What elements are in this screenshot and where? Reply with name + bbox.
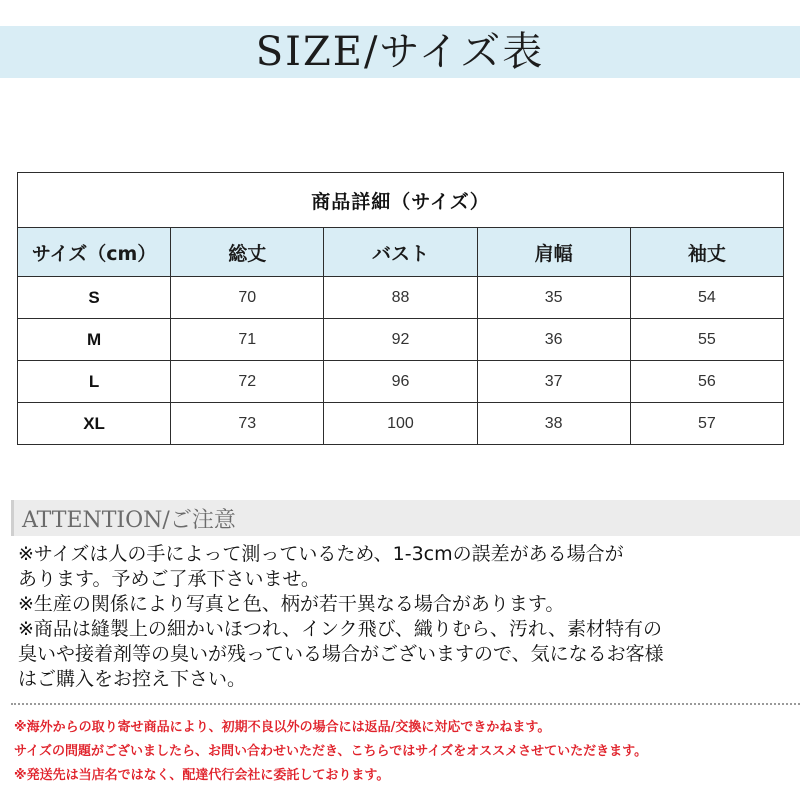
table-cell: 38 [477,403,630,445]
column-header-size: サイズ（cm） [18,228,171,277]
table-cell: 55 [630,319,783,361]
note-line: ※サイズは人の手によって測っているため、1-3cmの誤差がある場合が [18,543,624,565]
table-row [18,277,784,319]
note-line: あります。予めご了承下さいませ。 [18,568,320,590]
header-band [0,26,800,78]
table-cell: 88 [324,277,477,319]
size-table-container [17,172,784,442]
note-line: はご購入をお控え下さい。 [18,668,247,690]
table-cell: 70 [171,277,324,319]
column-header-bust: バスト [324,228,477,277]
table-cell: 100 [324,403,477,445]
attention-title: ATTENTION/ご注意 [22,507,236,533]
table-cell: 36 [477,319,630,361]
table-row [18,403,784,445]
table-cell: 37 [477,361,630,403]
table-cell: 72 [171,361,324,403]
red-note-line: ※発送先は当店名ではなく、配達代行会社に委託しております。 [14,768,390,783]
dotted-divider [11,703,800,705]
table-row [18,361,784,403]
table-cell: 56 [630,361,783,403]
attention-bar [11,500,800,536]
table-cell: 73 [171,403,324,445]
table-row [18,319,784,361]
table-header-row [18,228,784,277]
table-cell: 92 [324,319,477,361]
size-table [17,172,784,445]
note-line: ※生産の関係により写真と色、柄が若干異なる場合があります。 [18,593,565,615]
size-label: M [18,319,171,361]
table-cell: 57 [630,403,783,445]
attention-notes [18,542,793,692]
column-header-shoulder: 肩幅 [477,228,630,277]
table-cell: 71 [171,319,324,361]
red-notes [14,716,794,788]
red-note-line: ※海外からの取り寄せ商品により、初期不良以外の場合には返品/交換に対応できかねます。 [14,720,551,735]
note-line: ※商品は縫製上の細かいほつれ、インク飛び、織りむら、汚れ、素材特有の [18,618,663,640]
size-label: L [18,361,171,403]
column-header-length: 総丈 [171,228,324,277]
column-header-sleeve: 袖丈 [630,228,783,277]
note-line: 臭いや接着剤等の臭いが残っている場合がございますので、気になるお客様 [18,643,664,665]
table-cell: 54 [630,277,783,319]
table-cell: 35 [477,277,630,319]
size-label: XL [18,403,171,445]
page-title: SIZE/サイズ表 [255,29,545,75]
red-note-line: サイズの問題がございましたら、お問い合わせいただき、こちらではサイズをオススメさせていただきます。 [14,744,648,759]
table-caption: 商品詳細（サイズ） [18,173,784,228]
size-label: S [18,277,171,319]
table-cell: 96 [324,361,477,403]
